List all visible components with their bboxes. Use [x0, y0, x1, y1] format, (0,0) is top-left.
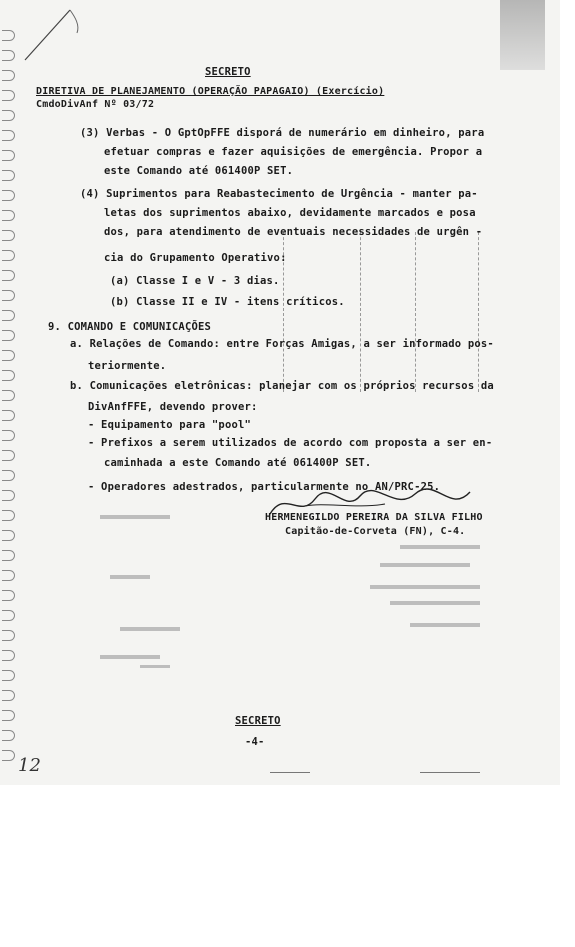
perforation-hole	[2, 410, 15, 421]
scan-shadow	[500, 0, 545, 70]
perforation-hole	[2, 330, 15, 341]
perforation-hole	[2, 530, 15, 541]
perforation-hole	[2, 590, 15, 601]
perforation-hole	[2, 190, 15, 201]
item4-line2: letas dos suprimentos abaixo, devidamente marcados e posa	[104, 207, 476, 219]
item3-line3: este Comando até 061400P SET.	[104, 165, 294, 177]
perforation-hole	[2, 510, 15, 521]
section9-b-line2: DivAnfFFE, devendo prover:	[88, 401, 258, 413]
item4-line3: dos, para atendimento de eventuais necessidades de urgên -	[104, 226, 483, 238]
item4-line1: (4) Suprimentos para Reabastecimento de Urgência - manter pa-	[80, 188, 478, 200]
perforation-hole	[2, 310, 15, 321]
perforation-hole	[2, 110, 15, 121]
perforation-hole	[2, 50, 15, 61]
handwritten-page-number: 12	[18, 755, 41, 776]
perforation-hole	[2, 570, 15, 581]
perforation-hole	[2, 350, 15, 361]
directive-reference: CmdoDivAnf Nº 03/72	[36, 99, 155, 110]
perforation-hole	[2, 550, 15, 561]
section9-a-line2: teriormente.	[88, 360, 167, 372]
perforation-hole	[2, 730, 15, 741]
pencil-mark	[15, 5, 85, 65]
section9-a-line1: a. Relações de Comando: entre Forças Amigas, a ser informado pos-	[70, 338, 494, 350]
signatory-rank: Capitão-de-Corveta (FN), C-4.	[285, 526, 466, 537]
classification-top: SECRETO	[205, 66, 251, 78]
perforation-hole	[2, 250, 15, 261]
perforation-hole	[2, 450, 15, 461]
perforation-hole	[2, 650, 15, 661]
perforation-hole	[2, 270, 15, 281]
perforation-hole	[2, 690, 15, 701]
faded-distribution-list	[100, 505, 500, 690]
perforation-hole	[2, 210, 15, 221]
directive-title: DIRETIVA DE PLANEJAMENTO (OPERAÇÃO PAPAGAIO) (Exercício)	[36, 86, 385, 97]
perforation-hole	[2, 70, 15, 81]
section9-dash2-line2: caminhada a este Comando até 061400P SET.	[104, 457, 372, 469]
section9-dash2-line1: - Prefixos a serem utilizados de acordo com proposta a ser en-	[88, 437, 493, 449]
section9-heading: 9. COMANDO E COMUNICAÇÕES	[48, 321, 212, 333]
section9-b-line1: b. Comunicações eletrônicas: planejar com os próprios recursos da	[70, 380, 494, 392]
classification-bottom: SECRETO	[235, 715, 281, 727]
item3-line1: (3) Verbas - O GptOpFFE disporá de numerário em dinheiro, para	[80, 127, 485, 139]
page-number: -4-	[245, 736, 265, 748]
item4-sub-a: (a) Classe I e V - 3 dias.	[110, 275, 280, 287]
perforation-hole	[2, 610, 15, 621]
signatory-name: HERMENEGILDO PEREIRA DA SILVA FILHO	[265, 512, 483, 523]
perforation-hole	[2, 170, 15, 181]
item3-line2: efetuar compras e fazer aquisições de emergência. Propor a	[104, 146, 483, 158]
footer-mark	[270, 772, 310, 773]
faint-table-line	[415, 232, 417, 392]
perforation-hole	[2, 630, 15, 641]
section9-dash3: - Operadores adestrados, particularmente no AN/PRC-25.	[88, 481, 441, 493]
perforation-hole	[2, 150, 15, 161]
perforation-hole	[2, 370, 15, 381]
perforation-hole	[2, 670, 15, 681]
perforation-hole	[2, 230, 15, 241]
perforation-hole	[2, 470, 15, 481]
perforation-hole	[2, 30, 15, 41]
perforation-hole	[2, 750, 15, 761]
perforation-hole	[2, 490, 15, 501]
perforation-hole	[2, 710, 15, 721]
faint-table-line	[478, 232, 480, 392]
footer-mark	[420, 772, 480, 773]
item4-sub-b: (b) Classe II e IV - itens críticos.	[110, 296, 345, 308]
perforation-hole	[2, 290, 15, 301]
section9-dash1: - Equipamento para "pool"	[88, 419, 252, 431]
perforation-hole	[2, 390, 15, 401]
perforation-hole	[2, 130, 15, 141]
item4-line4: cia do Grupamento Operativo:	[104, 252, 287, 264]
faint-table-line	[360, 232, 362, 392]
perforation-hole	[2, 430, 15, 441]
perforation-hole	[2, 90, 15, 101]
perforation-margin	[0, 0, 22, 785]
